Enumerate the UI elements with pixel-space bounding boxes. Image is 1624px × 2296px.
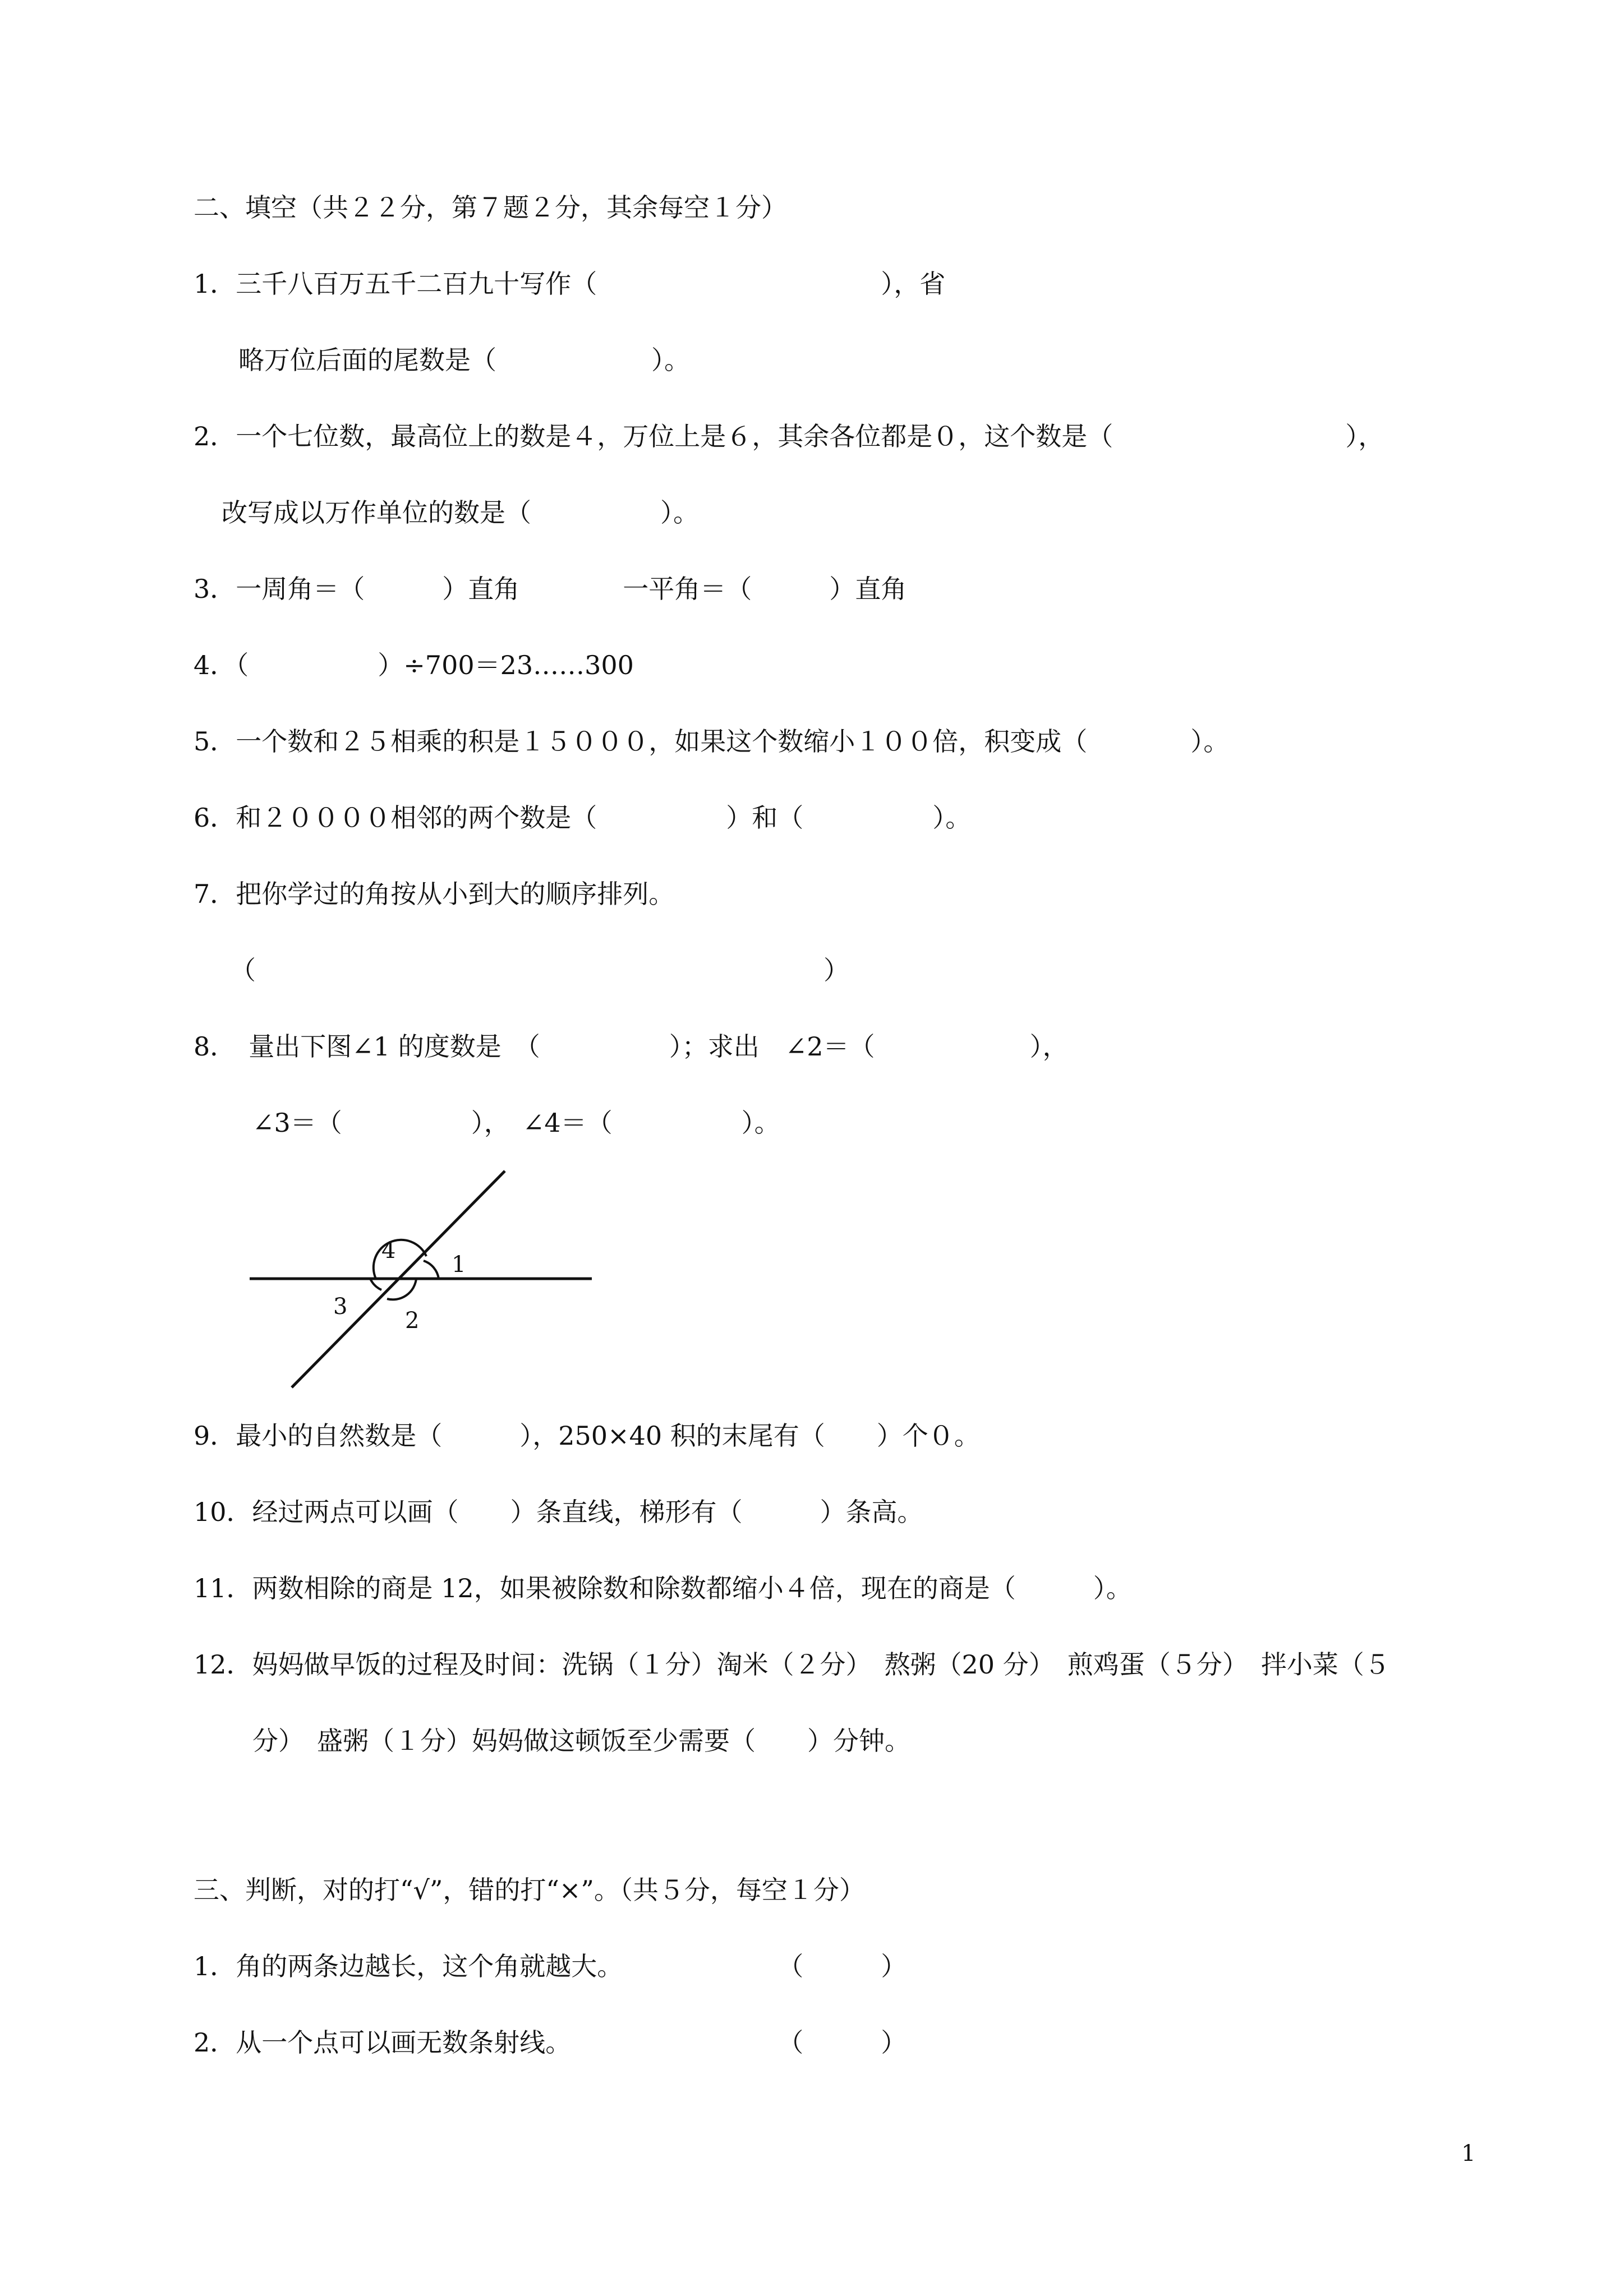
question-8-line2: ∠3＝（ ）， ∠4＝（ ）。 <box>252 1108 780 1138</box>
judgement-2: 2．从一个点可以画无数条射线。 （ ） <box>194 2027 907 2058</box>
question-5: 5．一个数和２５相乘的积是１５０００，如果这个数缩小１００倍，积变成（ ）。 <box>194 726 1230 757</box>
question-8-line1: 8． 量出下图∠1 的度数是 （ ）；求出 ∠2＝（ ）， <box>194 1031 1069 1062</box>
page-number: 1 <box>1461 2141 1476 2166</box>
question-2-line2: 改写成以万作单位的数是（ ）。 <box>222 497 699 528</box>
judgement-1: 1．角的两条边越长，这个角就越大。 （ ） <box>194 1951 907 1981</box>
angle-label-4: 4 <box>381 1238 396 1264</box>
angle-arc-1 <box>424 1261 439 1279</box>
question-4: 4．（ ）÷700＝23……300 <box>194 650 634 680</box>
section2-heading: 二、填空（共２２分，第７题２分，其余每空１分） <box>194 192 787 223</box>
angle-label-1: 1 <box>452 1252 466 1278</box>
question-7-answer-blank: （ ） <box>230 955 849 985</box>
angle-label-2: 2 <box>405 1308 420 1334</box>
question-12-line1: 12．妈妈做早饭的过程及时间：洗锅（１分）淘米（２分） 熬粥（20 分） 煎鸡蛋（５分） 拌小菜（５ <box>194 1649 1390 1680</box>
question-10: 10．经过两点可以画（ ）条直线，梯形有（ ）条高。 <box>194 1497 923 1527</box>
question-9: 9．最小的自然数是（ ），250×40 积的末尾有（ ）个０。 <box>194 1421 980 1451</box>
question-12-line2: 分） 盛粥（１分）妈妈做这顿饭至少需要（ ）分钟。 <box>252 1726 910 1756</box>
question-1-line2: 略万位后面的尾数是（ ）。 <box>238 345 690 375</box>
question-2-line1: 2．一个七位数，最高位上的数是４，万位上是６，其余各位都是０，这个数是（ ）， <box>194 421 1384 451</box>
question-11: 11．两数相除的商是 12，如果被除数和除数都缩小４倍，现在的商是（ ）。 <box>194 1573 1132 1603</box>
angle-label-3: 3 <box>333 1294 348 1320</box>
angle-arc-2 <box>387 1279 416 1299</box>
question-3: 3．一周角＝（ ）直角 一平角＝（ ）直角 <box>194 574 907 604</box>
question-7-line1: 7．把你学过的角按从小到大的顺序排列。 <box>194 879 675 909</box>
question-6: 6．和２００００相邻的两个数是（ ）和（ ）。 <box>194 803 972 833</box>
question-1-line1: 1．三千八百万五千二百九十写作（ ），省 <box>194 269 946 299</box>
section3-heading: 三、判断，对的打“√”，错的打“×”。（共５分，每空１分） <box>194 1875 865 1905</box>
angle-arc-3 <box>370 1279 381 1290</box>
